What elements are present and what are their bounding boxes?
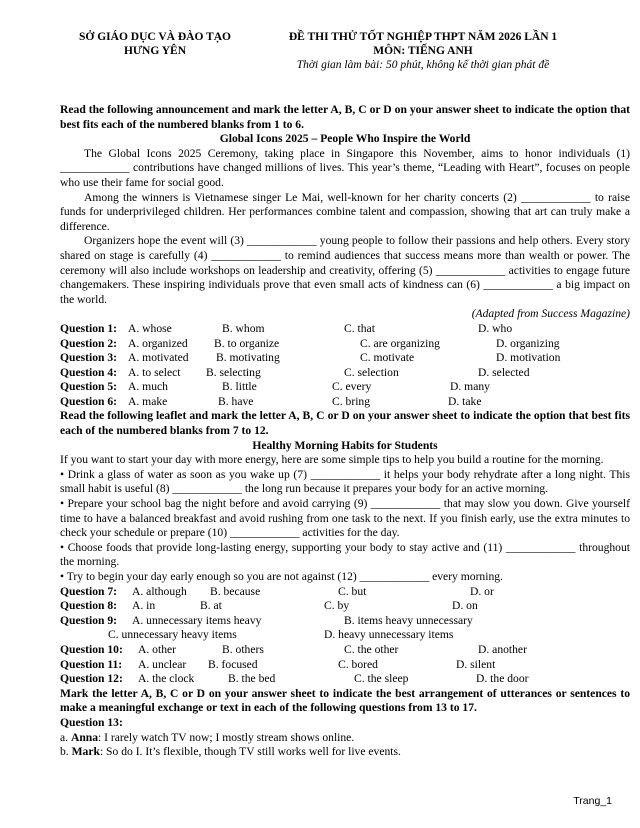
option-d: D. many [450,380,490,394]
option-a: A. make [128,394,168,408]
option-c: C. the sleep [354,672,409,686]
exchange-line-b [60,745,630,760]
option-a: A. whose [128,321,172,335]
option-a: A. much [128,380,168,394]
school-header [55,30,255,58]
speaker-name: Mark [71,745,100,759]
option-b: B. to organize [214,336,280,350]
option-c: C. motivate [360,351,415,365]
section2-bullet-2: • Prepare your school bag the night before and avoid carrying (9) ____________ that may slow you down. Give yourself time to have a balanced breakfast and avoid rushing from one task to the next. If you finish early, use the extra minutes to check your schedule or prepare (10) ____________ activities for the day. [60,497,630,540]
question-10 [60,643,630,658]
option-a: A. unclear [138,657,187,671]
option-d: D. selected [478,365,530,379]
question-6 [60,395,630,410]
section1-title: Global Icons 2025 – People Who Inspire the World [219,132,471,146]
section2-bullet-1: • Drink a glass of water as soon as you wake up (7) ____________ it helps your body rehydrate after a long night. This small habit is useful (8) ____________ the long run because it prepares your body for an active morning. [60,467,630,496]
option-b: B. whom [222,321,265,335]
option-b: B. because [210,584,261,598]
question-5 [60,380,630,395]
question-1 [60,322,630,337]
option-c: C. but [338,584,367,598]
option-b: B. others [222,642,264,656]
option-a: A. in [132,599,156,613]
question-number: Question 6: [60,394,118,408]
section1-instruction: Read the following announcement and mark the letter A, B, C or D on your answer sheet to indicate the option that best fits each of the numbered blanks from 1 to 6. [60,103,630,131]
option-b: B. little [222,380,257,394]
option-d: D. organizing [496,336,560,350]
question-9 [60,614,630,629]
exchange-line-a [60,731,630,746]
option-a: A. organized [128,336,188,350]
section1-source: (Adapted from Success Magazine) [471,307,630,321]
page-number: Trang_1 [573,795,612,807]
question-2 [60,337,630,352]
time-allowed: Thời gian làm bài: 50 phút, không kể thời gian phát đề [296,59,550,71]
option-a: A. unnecessary items heavy [132,613,262,627]
question-number: Question 8: [60,599,118,613]
question-9-row-2 [60,628,630,643]
question-number: Question 4: [60,365,118,379]
option-b: B. have [218,394,254,408]
option-c: C. selection [344,365,399,379]
option-b: B. the bed [228,672,276,686]
option-c: C. bored [338,657,378,671]
exam-title: ĐỀ THI THỬ TỐT NGHIỆP THPT NĂM 2026 LẦN 1 [288,31,558,43]
section2-instruction: Read the following leaflet and mark the letter A, B, C or D on your answer sheet to indicate the option that best fits each of the numbered blanks from 7 to 12. [60,409,630,438]
option-b: B. items heavy unnecessary [344,613,473,627]
option-a: A. the clock [138,672,195,686]
section2-bullet-3: • Choose foods that provide long-lasting energy, supporting your body to stay active and (11) ____________ throughout the morning. [60,540,630,569]
option-d: D. who [478,321,513,335]
option-d: D. another [478,642,527,656]
option-b: B. focused [208,657,258,671]
question-number: Question 3: [60,351,118,365]
question-number: Question 11: [60,657,123,671]
question-number: Question 12: [60,672,123,686]
question-number: Question 2: [60,336,118,350]
exam-content [60,103,630,760]
exam-header [258,30,588,72]
section2-bullet-4: • Try to begin your day early enough so you are not against (12) ____________ every morning. [60,570,503,583]
option-d: D. motivation [496,351,561,365]
line-prefix: a. [60,730,71,744]
option-c: C. every [332,380,372,394]
option-a: A. other [138,642,176,656]
utterance: : So do I. It’s flexible, though TV still works well for live events. [99,745,401,759]
option-d: D. on [452,599,478,613]
option-c: C. the other [344,642,399,656]
utterance: : I rarely watch TV now; I mostly stream shows online. [98,730,355,744]
option-d: D. heavy unnecessary items [324,628,454,642]
option-d: D. the door [476,672,529,686]
province-name: HƯNG YÊN [123,45,187,57]
question-number: Question 5: [60,380,118,394]
option-d: D. or [470,584,494,598]
speaker-name: Anna [70,730,99,744]
question-7 [60,585,630,600]
section1-paragraph-1: The Global Icons 2025 Ceremony, taking place in Singapore this November, aims to honor individuals (1) ____________ contributions have changed millions of lives. This year’s theme, “Leading with Heart”, focuses on people who use their fame for social good. [60,146,630,189]
section3-instruction: Mark the letter A, B, C or D on your answer sheet to indicate the best arrangement of utterances or sentences to make a meaningful exchange or text in each of the following questions from 13 to 17. [60,686,630,715]
question-11 [60,658,630,673]
option-c: C. that [344,321,375,335]
question-number: Question 9: [60,613,118,627]
section2-title: Healthy Morning Habits for Students [252,438,438,452]
option-b: B. motivating [216,351,280,365]
question-13-label: Question 13: [60,715,123,729]
question-4 [60,366,630,381]
option-c: C. are organizing [360,336,440,350]
option-a: A. motivated [128,351,189,365]
option-d: D. take [448,394,482,408]
department-name: SỞ GIÁO DỤC VÀ ĐÀO TẠO [79,31,231,43]
option-c: C. unnecessary heavy items [108,628,237,642]
section1-paragraph-2: Among the winners is Vietnamese singer Le Mai, well-known for her charity concerts (2) ____________ to raise funds for underprivileged children. Her performances combine talent and compassion, showing that art can truly make a difference. [60,190,630,233]
question-number: Question 7: [60,584,118,598]
option-c: C. bring [332,394,371,408]
option-d: D. silent [456,657,496,671]
option-a: A. although [132,584,187,598]
section1-paragraph-3: Organizers hope the event will (3) ____________ young people to follow their passions and help others. Every story shared on stage is carefully (4) ____________ to remind audiences that success means more than wealth or power. The ceremony will also include workshops on leadership and creativity, offering (5) ____________ activities to engage future changemakers. These inspiring individuals prove that even small acts of kindness can (6) ____________ a big impact on the world. [60,234,630,306]
question-number: Question 1: [60,321,118,335]
subject-name: MÔN: TIẾNG ANH [373,45,473,57]
option-c: C. by [324,599,350,613]
option-a: A. to select [128,365,181,379]
option-b: B. at [200,599,222,613]
question-3 [60,351,630,366]
question-number: Question 10: [60,642,123,656]
question-12 [60,672,630,687]
line-prefix: b. [60,745,72,759]
section2-intro: If you want to start your day with more energy, here are some simple tips to help you build a routine for the morning. [60,453,604,467]
option-b: B. selecting [206,365,261,379]
question-8 [60,599,630,614]
